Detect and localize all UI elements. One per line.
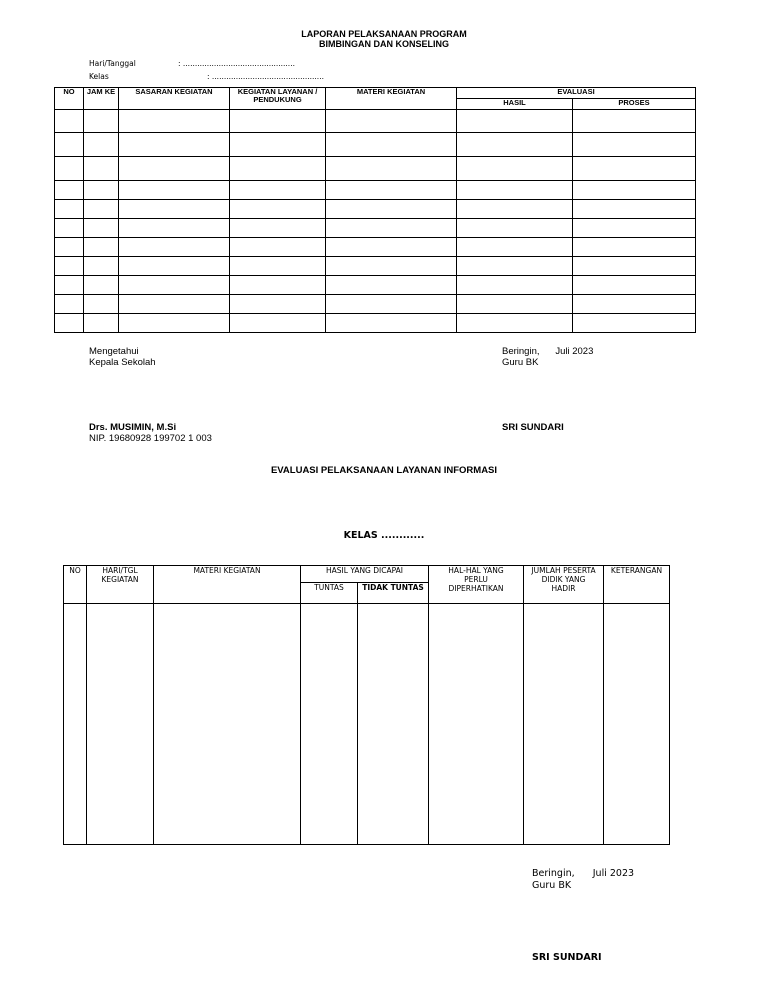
table-row [55,276,696,295]
report-table [54,87,696,333]
eval-sign-line1: Beringin, Juli 2023 [532,868,635,879]
sign-right-line2: Guru BK [502,357,539,368]
eval-header-hal-hal: HAL-HAL YANG PERLU DIPERHATIKAN [429,566,524,604]
kelas-value: : ............................................... [207,72,324,81]
header-evaluasi: EVALUASI [457,88,696,99]
table-row [55,200,696,219]
hari-tanggal-value: : ............................................... [178,59,295,68]
sign-left-line1: Mengetahui [89,346,139,357]
header-kegiatan: KEGIATAN LAYANAN / PENDUKUNG [230,88,326,110]
table-row [55,157,696,181]
eval-header-keterangan: KETERANGAN [604,566,670,604]
eval-sign-line2: Guru BK [532,880,572,891]
eval-header-hari-tgl: HARI/TGL KEGIATAN [87,566,154,604]
evaluation-table [63,565,670,845]
header-materi: MATERI KEGIATAN [326,88,457,110]
header-sasaran: SASARAN KEGIATAN [119,88,230,110]
header-proses: PROSES [573,99,696,110]
evaluation-title: EVALUASI PELAKSANAAN LAYANAN INFORMASI [270,465,498,476]
report-title-line1: LAPORAN PELAKSANAAN PROGRAM [301,29,467,39]
sign-left-line2: Kepala Sekolah [89,357,156,368]
sign-right-line1: Beringin, Juli 2023 [502,346,594,357]
eval-header-tidak-tuntas: TIDAK TUNTAS [358,583,429,604]
eval-header-hasil: HASIL YANG DICAPAI [301,566,429,583]
evaluation-kelas: KELAS ............ [343,530,425,541]
eval-header-no: NO [64,566,87,604]
eval-counselor-name: SRI SUNDARI [532,952,602,963]
hari-tanggal-label: Hari/Tanggal [89,59,136,68]
report-title-line2: BIMBINGAN DAN KONSELING [319,39,449,49]
eval-header-tuntas: TUNTAS [301,583,358,604]
table-row [55,314,696,333]
headmaster-nip: NIP. 19680928 199702 1 003 [89,433,212,444]
table-row [55,110,696,133]
table-row [55,257,696,276]
kelas-label: Kelas [89,72,109,81]
eval-header-jumlah: JUMLAH PESERTA DIDIK YANG HADIR [524,566,604,604]
header-no: NO [55,88,84,110]
table-row [55,219,696,238]
table-row [55,133,696,157]
eval-header-materi: MATERI KEGIATAN [154,566,301,604]
table-row [64,604,670,845]
header-hasil: HASIL [457,99,573,110]
table-row [55,181,696,200]
table-row [55,295,696,314]
counselor-name: SRI SUNDARI [502,422,564,433]
header-jam-ke: JAM KE [84,88,119,110]
headmaster-name: Drs. MUSIMIN, M.Si [89,422,177,433]
table-row [55,238,696,257]
